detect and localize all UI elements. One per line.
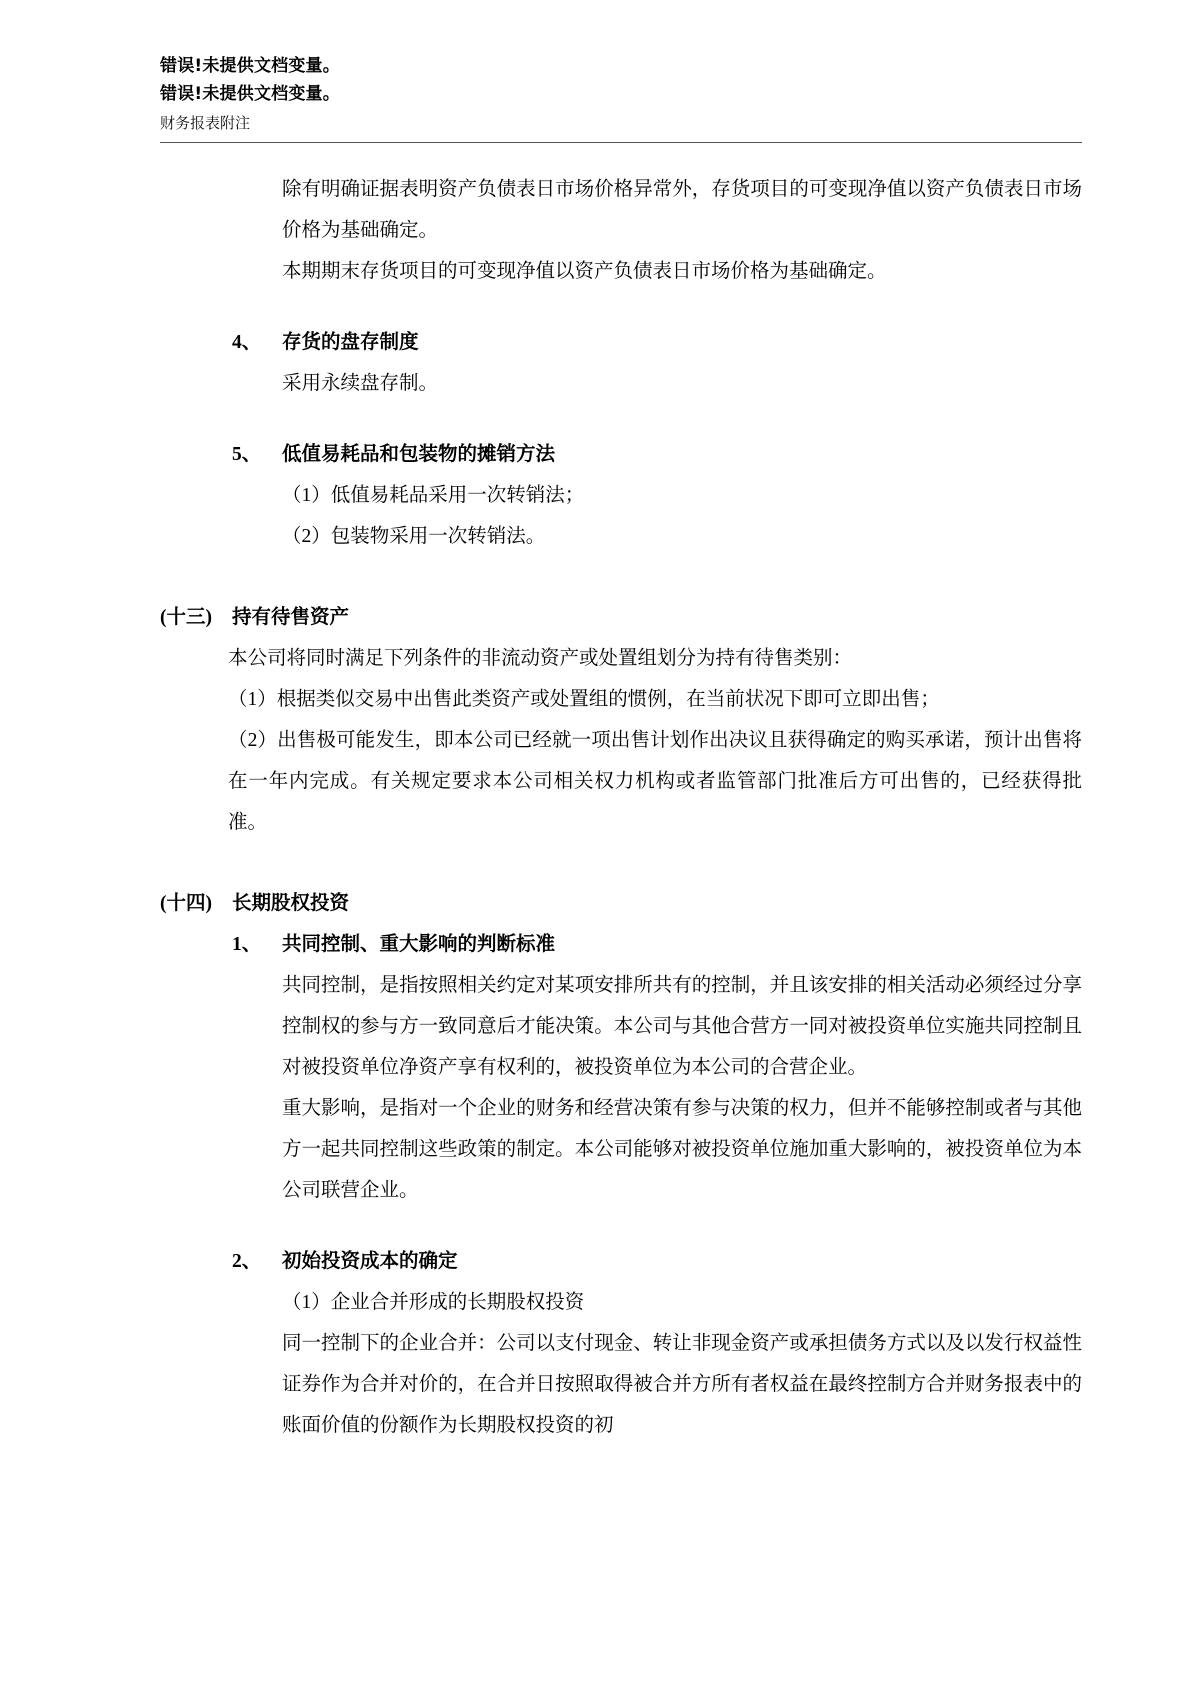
paragraph-item-5-line-2: （2）包装物采用一次转销法。	[282, 526, 546, 547]
heading-section-14-item-2-number: 2、	[232, 1251, 262, 1272]
heading-item-4-title: 存货的盘存制度	[282, 332, 419, 353]
heading-section-14-item-2-title: 初始投资成本的确定	[282, 1251, 458, 1272]
header-subtitle: 财务报表附注	[160, 114, 251, 132]
paragraph-section-13-intro: 本公司将同时满足下列条件的非流动资产或处置组划分为持有待售类别：	[228, 648, 853, 669]
heading-section-14-title: 长期股权投资	[232, 893, 350, 914]
heading-section-14-item-1-title: 共同控制、重大影响的判断标准	[282, 934, 556, 955]
paragraph-business-combination-same-control: 同一控制下的企业合并：公司以支付现金、转让非现金资产或承担债务方式以及以发行权益性证券作为合并对价的，在合并日按照取得被合并方所有者权益在最终控制方合并财务报表中的账面价值的份额作为长期股权投资的初	[282, 1333, 1082, 1436]
heading-section-14	[160, 883, 1082, 924]
page-header	[160, 52, 1082, 143]
heading-section-14-item-2	[160, 1241, 1082, 1282]
paragraph-item-5-line-1: （1）低值易耗品采用一次转销法；	[282, 485, 585, 506]
heading-item-4-number: 4、	[232, 332, 262, 353]
heading-section-14-item-1-number: 1、	[232, 934, 262, 955]
heading-section-14-item-1	[160, 924, 1082, 965]
paragraph-section-14-item-2-sub-1: （1）企业合并形成的长期股权投资	[282, 1292, 585, 1313]
paragraph-item-4-text: 采用永续盘存制。	[282, 373, 439, 394]
paragraph-significant-influence: 重大影响，是指对一个企业的财务和经营决策有参与决策的权力，但并不能够控制或者与其他方一起共同控制这些政策的制定。本公司能够对被投资单位施加重大影响的，被投资单位为本公司联营企业。	[282, 1098, 1082, 1201]
document-body	[160, 169, 1082, 1446]
header-variable-error-2: 错误!未提供文档变量。	[160, 84, 340, 104]
heading-section-14-number: (十四)	[160, 893, 212, 914]
heading-section-13	[160, 597, 1082, 638]
paragraph-joint-control: 共同控制，是指按照相关约定对某项安排所共有的控制，并且该安排的相关活动必须经过分享控制权的参与方一致同意后才能决策。本公司与其他合营方一同对被投资单位实施共同控制且对被投资单位净资产享有权利的，被投资单位为本公司的合营企业。	[282, 975, 1082, 1078]
paragraph-section-13-point-1: （1）根据类似交易中出售此类资产或处置组的惯例，在当前状况下即可立即出售；	[228, 689, 940, 710]
heading-item-5-number: 5、	[232, 444, 262, 465]
heading-item-4	[160, 322, 1082, 363]
paragraph-inventory-net-value-1: 除有明确证据表明资产负债表日市场价格异常外，存货项目的可变现净值以资产负债表日市场价格为基础确定。	[282, 179, 1082, 241]
header-variable-error-1: 错误!未提供文档变量。	[160, 56, 340, 76]
heading-section-13-number: (十三)	[160, 607, 212, 628]
paragraph-section-13-point-2: （2）出售极可能发生，即本公司已经就一项出售计划作出决议且获得确定的购买承诺，预计出售将在一年内完成。有关规定要求本公司相关权力机构或者监管部门批准后方可出售的，已经获得批准。	[228, 730, 1082, 833]
paragraph-inventory-net-value-2: 本期期末存货项目的可变现净值以资产负债表日市场价格为基础确定。	[282, 261, 887, 282]
heading-section-13-title: 持有待售资产	[232, 607, 350, 628]
heading-item-5	[160, 434, 1082, 475]
heading-item-5-title: 低值易耗品和包装物的摊销方法	[282, 444, 556, 465]
